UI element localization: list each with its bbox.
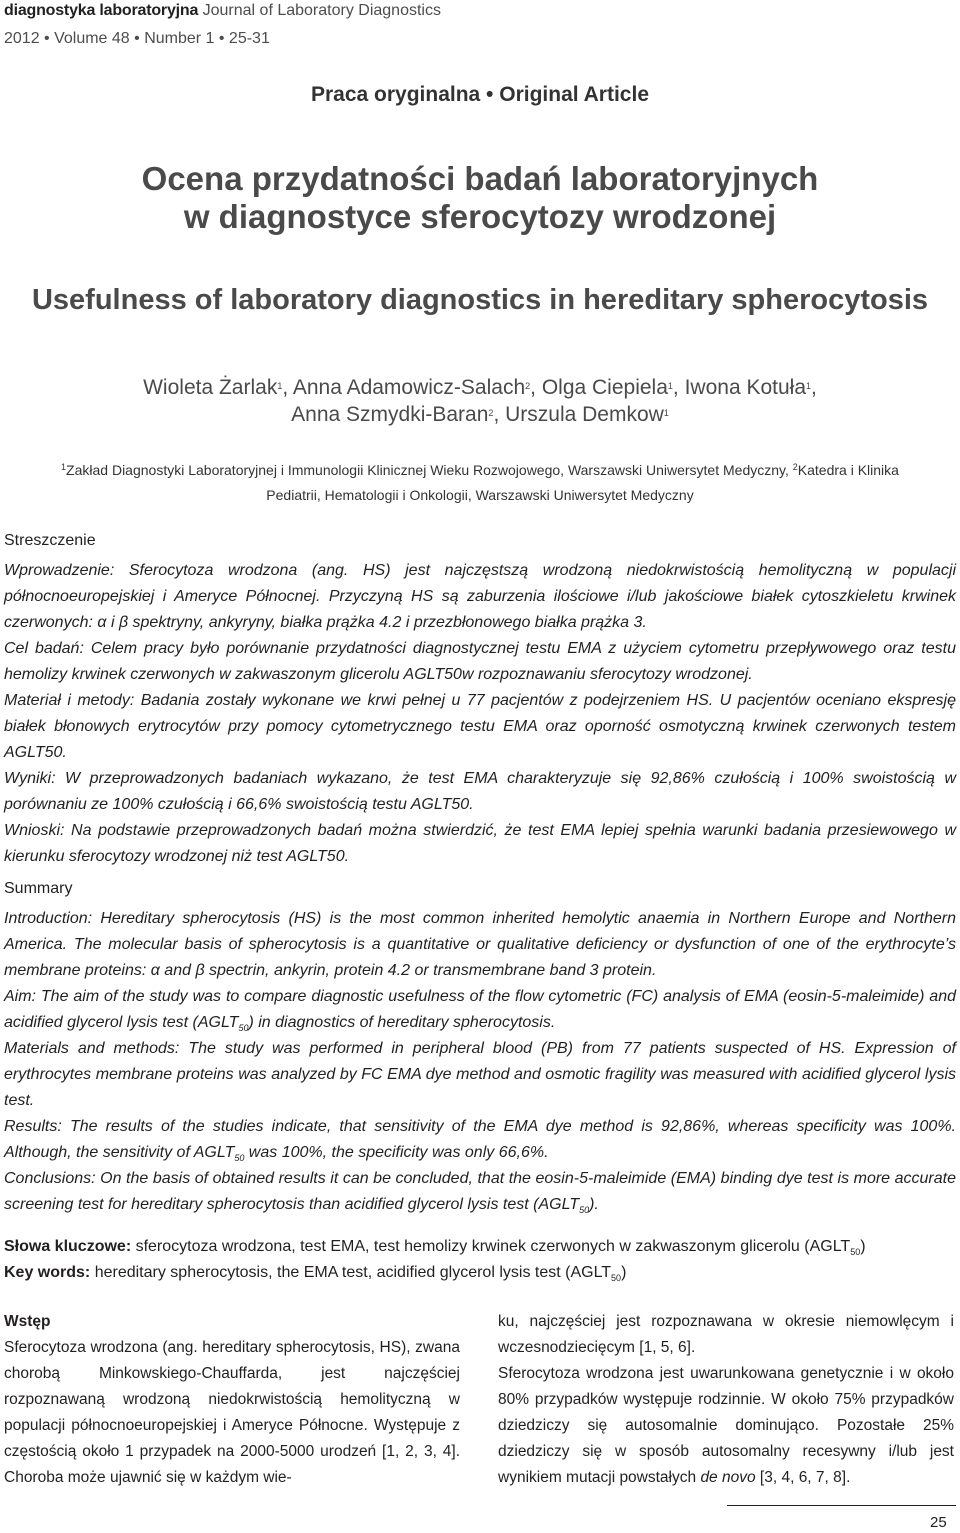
body-paragraph: ku, najczęściej jest rozpoznawana w okresie niemowlęcym i wczesnodziecięcym [1, 5, 6]. xyxy=(498,1313,954,1356)
author-list xyxy=(0,374,960,428)
keywords xyxy=(4,1234,956,1286)
author-affiliation-mark: 1 xyxy=(667,381,673,391)
body-text: [3, 4, 6, 7, 8]. xyxy=(755,1469,851,1486)
abstract-introduction: Wprowadzenie: Sferocytoza wrodzona (ang. HS) jest najczęstszą wrodzoną niedokrwistością hemolityczną w populacji północnoeuropejskiej i Ameryce Północnej. Przyczyną HS są zaburzenia ilościowe i/lub jakościowe białek cytoszkieletu krwinek czerwonych: α i β spektryny, ankyryny, białka prążka 4.2 i przezbłonowego białka prążka 3. xyxy=(4,562,956,631)
affiliation-text: Katedra i Klinika xyxy=(797,462,899,478)
keywords-label: Key words: xyxy=(4,1264,91,1281)
keywords-text: sferocytoza wrodzona, test EMA, test hemolizy krwinek czerwonych w zakwaszonym glicerolu (AGLT xyxy=(131,1238,851,1255)
abstract-english xyxy=(4,876,956,1218)
affiliation-text: Zakład Diagnostyki Laboratoryjnej i Immunologii Klinicznej Wieku Rozwojowego, Warszawski Uniwersytet Medyczny, xyxy=(66,462,793,478)
author-line-1: Wioleta Żarlak$^1$, Anna Adamowicz-Salach$^2$, Olga Ciepiela$^1$, Iwona Kotuła$^1$, xyxy=(143,376,817,399)
journal-title xyxy=(4,2,441,20)
page-number: 25 xyxy=(930,1514,947,1531)
summary-aim xyxy=(4,984,956,1036)
keywords-text: ) xyxy=(621,1264,627,1281)
title-polish xyxy=(0,160,960,236)
author: Iwona Kotuła xyxy=(684,376,807,399)
author-affiliation-mark: 1 xyxy=(806,381,812,391)
subscript: 50 xyxy=(579,1205,590,1215)
subscript: 50 xyxy=(611,1273,622,1283)
affiliations xyxy=(18,458,942,508)
keywords-polish xyxy=(4,1234,956,1260)
abstract-polish xyxy=(4,528,956,870)
summary-heading: Summary xyxy=(4,880,73,897)
author: Anna Adamowicz-Salach xyxy=(292,376,526,399)
keywords-text: ) xyxy=(860,1238,866,1255)
subscript: 50 xyxy=(234,1153,245,1163)
section-heading: Wstęp xyxy=(4,1313,51,1330)
author-line-2: Anna Szmydki-Baran$^2$, Urszula Demkow$^1$ xyxy=(291,403,669,426)
author: Olga Ciepiela xyxy=(541,376,668,399)
author: Wioleta Żarlak xyxy=(143,376,278,399)
issue-info: 2012 • Volume 48 • Number 1 • 25-31 xyxy=(4,30,270,47)
abstract-heading: Streszczenie xyxy=(4,532,96,549)
body-paragraph: Sferocytoza wrodzona (ang. hereditary spherocytosis, HS), zwana chorobą Minkowskiego-Chauffarda, jest najczęściej rozpoznawaną wrodzoną niedokrwistością hemolityczną w populacji północnoeuropejskiej i Ameryce Północne. Występuje z częstością około 1 przypadek na 2000-5000 urodzeń [1, 2, 3, 4]. Choroba może ujawnić się w każdym wie- xyxy=(4,1339,460,1486)
summary-results-text: Results: The results of the studies indicate, that sensitivity of the EMA dye method is 92,86%, whereas specificity was 100%. Although, the sensitivity of AGLT xyxy=(4,1118,956,1161)
summary-introduction: Introduction: Hereditary spherocytosis (HS) is the most common inherited hemolytic anaemia in Northern Europe and Northern America. The molecular basis of spherocytosis is a quantitative or qualitative deficiency or dysfunction of one of the erythrocyte’s membrane proteins: α and β spectrin, ankyrin, protein 4.2 or transmembrane band 3 protein. xyxy=(4,910,956,979)
summary-conclusions xyxy=(4,1166,956,1218)
keywords-label: Słowa kluczowe: xyxy=(4,1238,132,1255)
title-english: Usefulness of laboratory diagnostics in hereditary spherocytosis xyxy=(31,284,929,316)
summary-conclusions-text: Conclusions: On the basis of obtained results it can be concluded, that the eosin-5-maleimide (EMA) binding dye test is more accurate screening test for hereditary spherocytosis than acidified glycerol lysis test (AGLT xyxy=(4,1170,956,1213)
author: Anna Szmydki-Baran xyxy=(291,403,489,426)
author-affiliation-mark: 1 xyxy=(277,381,283,391)
summary-aim-text: Aim: The aim of the study was to compare diagnostic usefulness of the flow cytometric (FC) analysis of EMA (eosin-5-maleimide) and acidified glycerol lysis test (AGLT xyxy=(4,988,956,1031)
author-affiliation-mark: 1 xyxy=(663,408,669,418)
affiliation-line-2: Pediatrii, Hematologii i Onkologii, Warszawski Uniwersytet Medyczny xyxy=(266,487,694,503)
article-category: Praca oryginalna • Original Article xyxy=(310,83,650,106)
subscript: 50 xyxy=(238,1023,249,1033)
affiliation-mark: 1 xyxy=(61,462,67,472)
author: Urszula Demkow xyxy=(505,403,664,426)
title-polish-line-2: w diagnostyce sferocytozy wrodzonej xyxy=(183,198,777,235)
author-affiliation-mark: 2 xyxy=(488,408,494,418)
affiliation-mark: 2 xyxy=(792,462,798,472)
abstract-aim: Cel badań: Celem pracy było porównanie przydatności diagnostycznej testu EMA z użyciem cytometru przepływowego oraz testu hemolizy krwinek czerwonych w zakwaszonym glicerolu AGLT50w rozpoznawaniu sferocytozy wrodzonej. xyxy=(4,640,956,683)
title-polish-line-1: Ocena przydatności badań laboratoryjnych xyxy=(141,160,819,197)
body-column-right xyxy=(498,1309,954,1491)
summary-results-text: was 100%, the specificity was only 66,6%. xyxy=(244,1144,549,1161)
abstract-conclusions: Wnioski: Na podstawie przeprowadzonych badań można stwierdzić, że test EMA lepiej spełnia warunki badania przesiewowego w kierunku sferocytozy wrodzonej niż test AGLT50. xyxy=(4,822,956,865)
body-paragraph xyxy=(498,1361,954,1491)
journal-title-en: Journal of Laboratory Diagnostics xyxy=(202,2,441,19)
affiliation-line-1 xyxy=(18,458,942,483)
summary-aim-text: ) in diagnostics of hereditary spherocytosis. xyxy=(248,1014,556,1031)
body-text: Sferocytoza wrodzona jest uwarunkowana genetycznie i w około 80% przypadków występuje rodzinnie. W około 75% przypadków dziedziczy się autosomalnie dominująco. Pozostałe 25% dziedziczy się w sposób autosomalny recesywny i/lub jest wynikiem mutacji powstałych xyxy=(498,1365,954,1486)
author-affiliation-mark: 2 xyxy=(525,381,531,391)
summary-results xyxy=(4,1114,956,1166)
body-text-italic: de novo xyxy=(700,1469,756,1486)
journal-title-pl: diagnostyka laboratoryjna xyxy=(4,2,199,19)
body-column-left xyxy=(4,1309,460,1491)
footer-rule xyxy=(727,1505,956,1506)
abstract-methods: Materiał i metody: Badania zostały wykonane we krwi pełnej u 77 pacjentów z podejrzeniem HS. U pacjentów oceniano ekspresję białek błonowych erytrocytów przy pomocy cytometrycznego testu EMA oraz oporność osmotyczną krwinek czerwonych testem AGLT50. xyxy=(4,692,956,761)
abstract-results: Wyniki: W przeprowadzonych badaniach wykazano, że test EMA charakteryzuje się 92,86% czułością i 100% swoistością w porównaniu ze 100% czułością i 66,6% swoistością testu AGLT50. xyxy=(4,770,956,813)
summary-methods: Materials and methods: The study was performed in peripheral blood (PB) from 77 patients suspected of HS. Expression of erythrocytes membrane proteins was analyzed by FC EMA dye method and osmotic fragility was measured with acidified glycerol lysis test. xyxy=(4,1040,956,1109)
keywords-english xyxy=(4,1260,956,1286)
keywords-text: hereditary spherocytosis, the EMA test, acidified glycerol lysis test (AGLT xyxy=(90,1264,612,1281)
summary-conclusions-text: ). xyxy=(589,1196,599,1213)
subscript: 50 xyxy=(850,1247,861,1257)
